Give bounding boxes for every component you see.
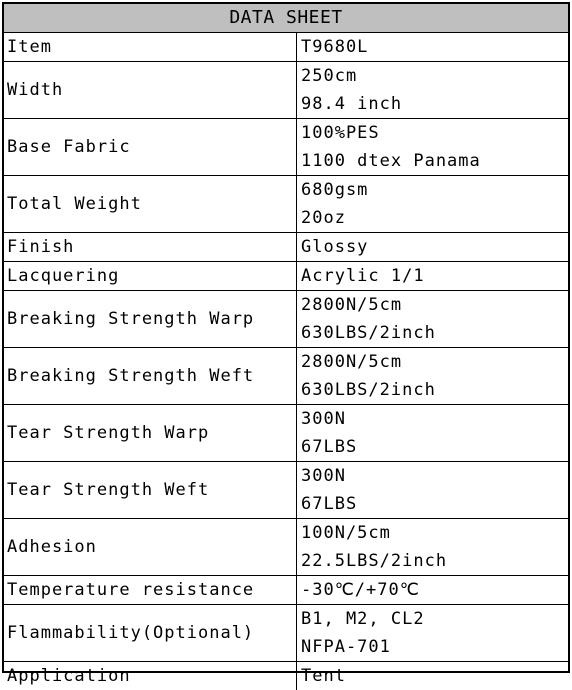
spec-table-body bbox=[4, 33, 568, 690]
spec-label: Item bbox=[4, 33, 297, 62]
spec-row bbox=[4, 62, 568, 119]
spec-value: 67LBS bbox=[301, 490, 568, 518]
spec-value-cell bbox=[297, 62, 569, 119]
spec-value: 630LBS/2inch bbox=[301, 319, 568, 347]
spec-label: Total Weight bbox=[4, 176, 297, 233]
spec-label: Application bbox=[4, 662, 297, 690]
spec-value-cell bbox=[297, 576, 569, 605]
spec-value: 20oz bbox=[301, 204, 568, 232]
spec-row bbox=[4, 605, 568, 662]
spec-label: Adhesion bbox=[4, 519, 297, 576]
spec-value: Acrylic 1/1 bbox=[301, 262, 568, 290]
spec-value: 67LBS bbox=[301, 433, 568, 461]
spec-value-cell bbox=[297, 176, 569, 233]
spec-row bbox=[4, 462, 568, 519]
spec-label: Temperature resistance bbox=[4, 576, 297, 605]
spec-value-cell bbox=[297, 462, 569, 519]
sheet-title: DATA SHEET bbox=[4, 4, 568, 33]
spec-value: 100%PES bbox=[301, 119, 568, 147]
spec-value-cell bbox=[297, 262, 569, 291]
spec-value: -30℃/+70℃ bbox=[301, 576, 568, 604]
spec-value: 2800N/5cm bbox=[301, 291, 568, 319]
spec-label: Lacquering bbox=[4, 262, 297, 291]
data-sheet bbox=[2, 2, 570, 673]
spec-value: 1100 dtex Panama bbox=[301, 147, 568, 175]
spec-label: Flammability(Optional) bbox=[4, 605, 297, 662]
spec-label: Breaking Strength Warp bbox=[4, 291, 297, 348]
spec-value-cell bbox=[297, 233, 569, 262]
spec-label: Tear Strength Warp bbox=[4, 405, 297, 462]
spec-value: 98.4 inch bbox=[301, 90, 568, 118]
spec-value: Glossy bbox=[301, 233, 568, 261]
spec-value: T9680L bbox=[301, 33, 568, 61]
spec-value: B1, M2, CL2 bbox=[301, 605, 568, 633]
spec-value-cell bbox=[297, 519, 569, 576]
spec-row bbox=[4, 662, 568, 690]
spec-value-cell bbox=[297, 348, 569, 405]
spec-row bbox=[4, 119, 568, 176]
spec-value-cell bbox=[297, 605, 569, 662]
spec-row bbox=[4, 576, 568, 605]
spec-value-cell bbox=[297, 291, 569, 348]
spec-row bbox=[4, 233, 568, 262]
spec-row bbox=[4, 519, 568, 576]
spec-value: 250cm bbox=[301, 62, 568, 90]
spec-value: 300N bbox=[301, 405, 568, 433]
spec-row bbox=[4, 33, 568, 62]
spec-value: 300N bbox=[301, 462, 568, 490]
spec-label: Tear Strength Weft bbox=[4, 462, 297, 519]
spec-row bbox=[4, 348, 568, 405]
spec-value: NFPA-701 bbox=[301, 633, 568, 661]
spec-table bbox=[4, 33, 568, 690]
spec-label: Breaking Strength Weft bbox=[4, 348, 297, 405]
spec-value-cell bbox=[297, 662, 569, 690]
spec-value: 680gsm bbox=[301, 176, 568, 204]
spec-value-cell bbox=[297, 33, 569, 62]
spec-value-cell bbox=[297, 405, 569, 462]
spec-row bbox=[4, 291, 568, 348]
spec-value: 630LBS/2inch bbox=[301, 376, 568, 404]
spec-label: Finish bbox=[4, 233, 297, 262]
spec-row bbox=[4, 176, 568, 233]
spec-value: 100N/5cm bbox=[301, 519, 568, 547]
spec-label: Base Fabric bbox=[4, 119, 297, 176]
spec-value: 22.5LBS/2inch bbox=[301, 547, 568, 575]
spec-row bbox=[4, 262, 568, 291]
spec-value: Tent bbox=[301, 662, 568, 690]
spec-value-cell bbox=[297, 119, 569, 176]
spec-label: Width bbox=[4, 62, 297, 119]
spec-value: 2800N/5cm bbox=[301, 348, 568, 376]
spec-row bbox=[4, 405, 568, 462]
